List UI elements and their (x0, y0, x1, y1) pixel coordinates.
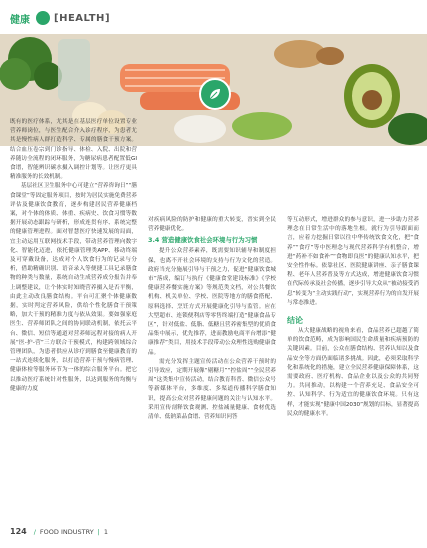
paragraph: 对疾病风险的防护和健康的重大转变，晋实到全民营养健康优化。 (148, 217, 276, 233)
journal-name: FOOD INDUSTRY (39, 527, 94, 536)
column-3 (287, 216, 419, 419)
issue-number: 1 (103, 527, 109, 536)
leaf-badge-icon (199, 78, 231, 110)
section-label: 健康 (10, 14, 30, 26)
paragraph: 提升公众营养素养，既需要知识辅导和制度担保，也离不开社会环境的支持与行为文化的营造。政府当充分施展引导与干预之力，促进“健康饮食城市”落成，编订与执行《健康食堂建设标准》《学校健康营养餐实施方案》等规范类文档，对公共餐饮机构、机关单位、学校、医院等地方的膳食搭配、原料选择、烹饪方式开展健康化引导与监管。应在大型超市、连锁便利店等零售终端打造“健康食品专区”，针对低盐、低脂、低糖且营养密集型的优质食品集中展示，优先推荐，进而教励电商平台增添“健康推荐”类目，用技术手段带动公众理性选购健康食品。 (148, 248, 276, 356)
section-label-en: [HEALTH] (54, 12, 111, 24)
paragraph: 既有的医疗体系，尤其是在基层医疗单位设置专业营养师岗位，与医生配合介入诊疗程序，为患者尤其是慢性病人群打造科学、专属的膳食干预方案。结合血压卷宗到门诊指导、体检、入院、出院和营养随访全流程的闭环服务，为糖尿病患者配置低GI食谱，智能辨识碳水摄入调控计划等。让医疗更具精准服务的长效机制。 (10, 119, 137, 181)
divider: / (33, 527, 36, 536)
section-heading: 3.4 营造健康饮食社会环境与行为习惯 (148, 236, 258, 245)
avocado (344, 64, 400, 128)
column-2 (148, 216, 276, 422)
paragraph: 从大健康战略的视角来看，食品营养已超越了简单的饮食范畴，成为影响国民生命质量和疾病预防的关键因素。目前，公众在膳食结构、营养认知以及食品安全等方面仍面临诸多挑战。因此，必须采取科学化和系统化的措施，建立全民营养健康保障体系，这需要政府、医疗机构、食品企业以及公众的共同努力。共同推动，以构建一个营养充足、食品安全可控、认知科学、行为适宜的健康饮食环境。只有这样，才能实现“健康中国2030”规划的目标，显著提高民众的健康水平。 (287, 328, 419, 417)
paragraph: 等互动形式，增进群众的参与意识，进一步助力营养理念在日常生活中的落地生根。就行为引导跟面而言，应着力挖掘日常以往中华传统饮食文化，把“食养”“食疗”等中医理念与现代营养科学有机整合，增进“药补不如食补”“食物即良医”的健康认知水平，把安全性作标。依靠社区、医院健康讲座、亲子膳食课程、老年人营养普及等方式达成，增进健康饮食习惯在代际传承及社会传播，逐步引导大众从“被动接受消息”转变为“主动实践行动”，实现营养行为的自发开展与常态推进。 (287, 217, 419, 306)
divider: | (97, 527, 100, 536)
page-footer (10, 527, 108, 536)
column-1 (10, 118, 137, 394)
paragraph: 需充分发挥主题宣传活动在公众营养干预时的引导效应，定期开展像“剔糖月”“控盐周”“全民营养周”这类集中宣传活动，结合教育科普、微信公众号等新媒体平台，多维度、多渠道传播科学膳食知识，提高公众对营养健康问题的关注与认知水平。采用宣传剖释饮食观测、控盐减量健康、食材优选清单、低钠菜品食谱、营养知识问答 (148, 358, 276, 421)
page-number: 124 (10, 527, 27, 536)
leaf-icon (36, 11, 50, 25)
page-header (10, 8, 110, 28)
paragraph: 基层社区卫生服务中心可建立“营养咨询日”“膳食课堂”等固定服务项目，按时为居民实施免费营养评估及健康饮食教育，逐步构建居民营养健康档案，对个体的体质、体重、疾病史、饮食习惯等数据开展动态跟踪与研析，形成连贯有序、系统完整的健康管理进程。面对智慧医疗快速发展的局面，宜主动运用互联网技术手段，带动营养管理向数字化、智能化迈进，依托健康管理类APP、移动终端及可穿戴设备，达成对个人饮食行为的记录与分析，借助精确识别、语音录入等便捷工具记录膳食物的种类与数量，系统自动生成营养成分报告并奉上调整建议，让个体实时知晓营养摄入是否平衡，由此主动改良膳食结构。平台可汇聚个体健康数据，实时判定营养风险，供给个性化膳食干预策略，加大干预的精准力度与依从效果。要如强家庭医生、营养师团队之间的协同联动机制，依托云平台、微信、短信等通道对营养师远程对接的病人开展“医-护-营”三方联合干预模式，构建跨领域综合管理团队，为患者供应从诊疗到膳食至健康教育的一站式连续化服务，以打造营养干预与慢病管理、健康体检等服务环节为一体的综合服务平台。把它以推动医疗系统针对性服务，以达到服务的均衡与健康的力度 (10, 183, 137, 392)
conclusion-heading: 结论 (287, 316, 303, 326)
